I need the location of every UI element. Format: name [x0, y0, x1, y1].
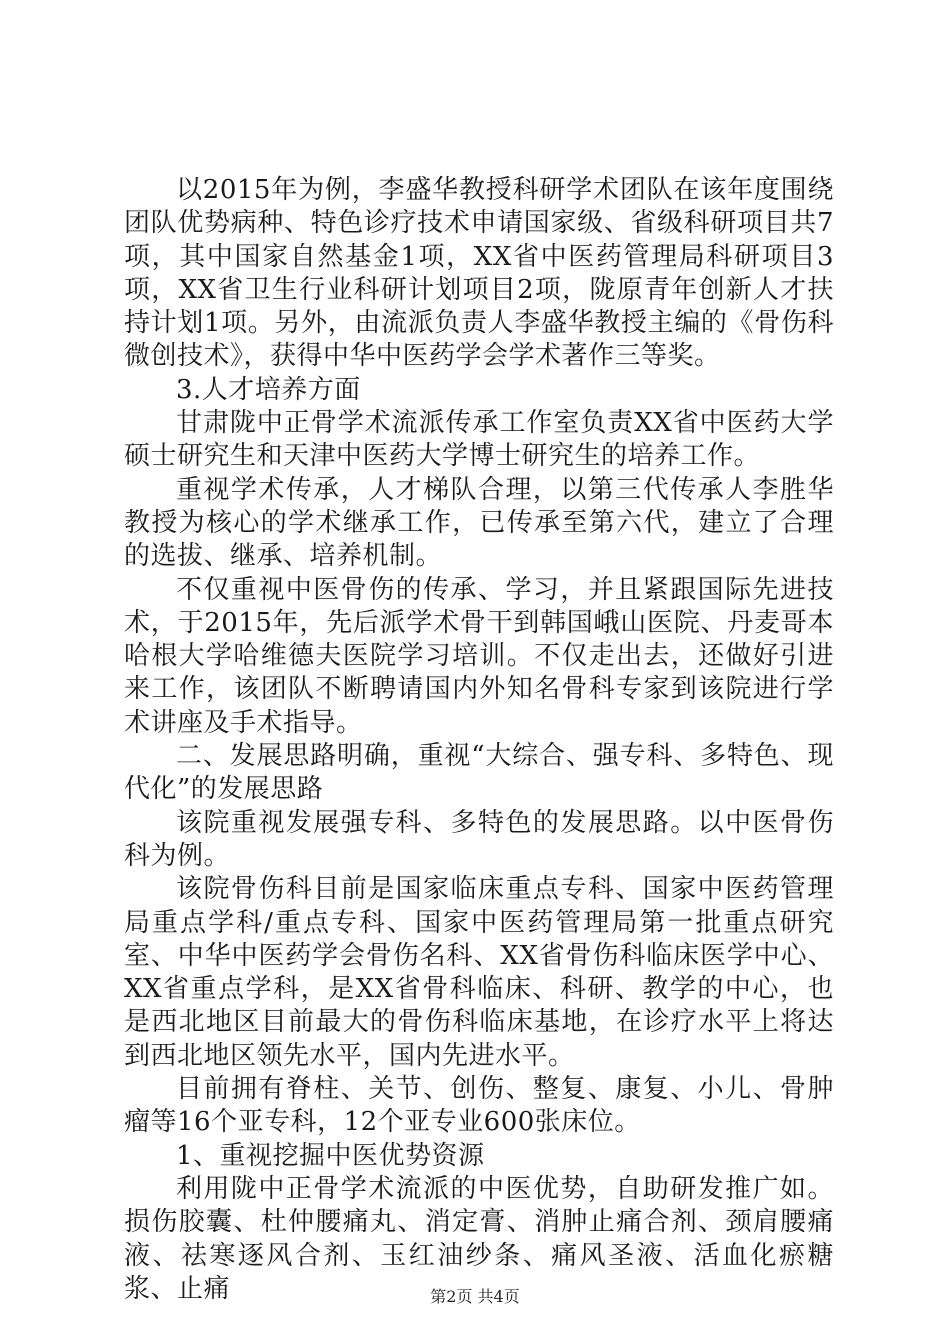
document-body: [124, 174, 834, 1306]
section-heading-talent-training: 3.人才培养方面: [176, 374, 361, 405]
paragraph-international-exchange: 不仅重视中医骨伤的传承、学习，并且紧跟国际先进技术，于2015年，先后派学术骨干到韩国峨山医院、丹麦哥本哈根大学哈维德夫医院学习培训。不仅走出去，还做好引进来工作，该团队不断聘请国内外知名骨科专家到该院进行学术讲座及手术指导。: [124, 574, 834, 738]
paragraph-academic-inheritance: 重视学术传承，人才梯队合理，以第三代传承人李胜华教授为核心的学术继承工作，已传承至第六代，建立了合理的选拔、继承、培养机制。: [124, 474, 834, 572]
paragraph-subspecialties: 目前拥有脊柱、关节、创伤、整复、康复、小儿、骨肿瘤等16个亚专科，12个亚专业600张床位。: [124, 1074, 834, 1138]
paragraph-tcm-products: 利用陇中正骨学术流派的中医优势，自助研发推广如。损伤胶囊、杜仲腰痛丸、消定膏、消肿止痛合剂、颈肩腰痛液、祛寒逐风合剂、玉红油纱条、痛风圣液、活血化瘀糖浆、止痛: [124, 1173, 834, 1304]
paragraph-research-projects: 以2015年为例，李盛华教授科研学术团队在该年度围绕团队优势病种、特色诊疗技术申请国家级、省级科研项目共7项，其中国家自然基金1项，XX省中医药管理局科研项目3项，XX省卫生行业科研计划项目2项，陇原青年创新人才扶持计划1项。另外，由流派负责人李盛华教授主编的《骨伤科微创技术》，获得中华中医药学会学术著作三等奖。: [124, 175, 834, 372]
section-heading-development-strategy: 二、发展思路明确，重视“大综合、强专科、多特色、现代化”的发展思路: [124, 741, 834, 805]
page-number-footer: 第2页 共4页: [430, 1287, 520, 1306]
paragraph-specialty-strategy: 该院重视发展强专科、多特色的发展思路。以中医骨伤科为例。: [124, 807, 834, 871]
paragraph-orthopedics-status: 该院骨伤科目前是国家临床重点专科、国家中医药管理局重点学科/重点专科、国家中医药管理局第一批重点研究室、中华中医药学会骨伤名科、XX省骨伤科临床医学中心、XX省重点学科，是XX省骨科临床、科研、教学的中心，也是西北地区目前最大的骨伤科临床基地，在诊疗水平上将达到西北地区领先水平，国内先进水平。: [124, 874, 834, 1071]
paragraph-graduate-training: 甘肃陇中正骨学术流派传承工作室负责XX省中医药大学硕士研究生和天津中医药大学博士研究生的培养工作。: [124, 408, 834, 472]
section-heading-tcm-resources: 1、重视挖掘中医优势资源: [176, 1140, 485, 1171]
